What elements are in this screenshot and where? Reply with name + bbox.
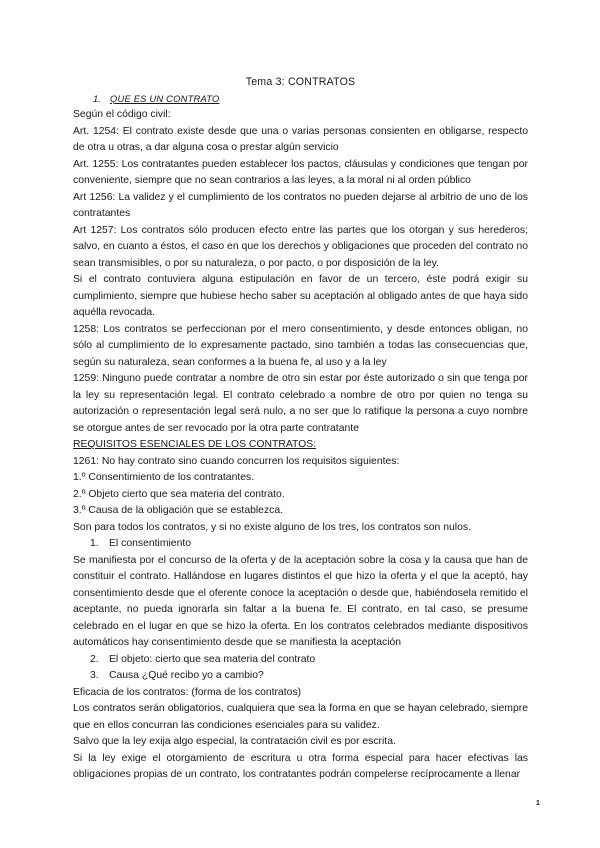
paragraph: Salvo que la ley exija algo especial, la contratación civil es por escrita.: [73, 736, 396, 747]
requirement-item: 2.º Objeto cierto que sea materia del contrato.: [73, 488, 285, 500]
paragraph: Se manifiesta por el concurso de la oferta y de la aceptación sobre la cosa y la causa que han de constituir el contrato. Hallándose en lugares distintos el que hizo la oferta y el que la aceptó, hay consentimiento desde que el oferente conoce la aceptación o desde que, habiéndosela remitido el aceptante, no pueda ignorarla sin faltar a la buena fe. El contrato, en tal caso, se presume celebrado en el lugar en que se hizo la oferta. En los contratos celebrados mediante dispositivos automáticos hay consentimiento desde que se manifiesta la aceptación: [73, 554, 528, 648]
list-item-number: 2.: [90, 653, 99, 665]
article-1255: Art. 1255: Los contratantes pueden establecer los pactos, cláusulas y condiciones que tengan por conveniente, siempre que no sean contrarios a las leyes, a la moral ni al orden público: [73, 158, 528, 186]
list-item-number: 3.: [90, 670, 99, 681]
section-heading-1: [93, 91, 528, 108]
paragraph: Según el código civil:: [73, 109, 171, 120]
article-1259: 1259: Ninguno puede contratar a nombre de otro sin estar por éste autorizado o sin que tenga por la ley su representación legal. El contrato celebrado a nombre de otro por quien no tenga su autorización o representación legal será nulo, a no ser que lo ratifique la persona a cuyo nombre se otorgue antes de ser revocado por la otra parte contratante: [73, 373, 528, 434]
section-heading-requisitos: REQUISITOS ESENCIALES DE LOS CONTRATOS:: [73, 439, 317, 450]
article-1258: 1258: Los contratos se perfeccionan por el mero consentimiento, y desde entonces obligan, no sólo al cumplimiento de lo expresamente pactado, sino también a todas las consecuencias que, según su naturaleza, sean conformes a la buena fe, al uso y a la ley: [73, 323, 528, 368]
article-1256: Art 1256: La validez y el cumplimiento de los contratos no pueden dejarse al arbitrio de uno de los contratantes: [73, 191, 528, 219]
list-item-number: 1.: [90, 538, 99, 549]
article-1261: 1261: No hay contrato sino cuando concurren los requisitos siguientes:: [73, 455, 400, 467]
list-item-text: El objeto: cierto que sea materia del contrato: [109, 653, 316, 665]
article-1254: Art. 1254: El contrato existe desde que una o varias personas consienten en obligarse, respecto de otra u otras, a dar alguna cosa o prestar algún servicio: [73, 125, 528, 153]
list-item: [73, 536, 528, 553]
list-item: [73, 652, 528, 669]
page-number: 1: [536, 800, 540, 807]
list-item-text: El consentimiento: [109, 538, 192, 549]
document-body: [73, 74, 528, 784]
article-1257: Art 1257: Los contratos sólo producen efecto entre las partes que los otorgan y sus herederos; salvo, en cuanto a éstos, el caso en que los derechos y obligaciones que proceden del contrato no sean transmisibles, o por su naturaleza, o por pacto, o por disposición de la ley.: [73, 224, 528, 269]
section-title: QUE ES UN CONTRATO: [110, 92, 220, 104]
page-title: Tema 3: CONTRATOS: [245, 76, 356, 88]
requirement-item: 1.º Consentimiento de los contratantes.: [73, 472, 255, 483]
list-item: [73, 668, 528, 685]
paragraph: Si la ley exige el otorgamiento de escritura u otra forma especial para hacer efectivas las obligaciones propias de un contrato, los contratantes podrán compelerse recíprocamente a llenar: [73, 752, 528, 780]
paragraph: Los contratos serán obligatorios, cualquiera que sea la forma en que se hayan celebrado, siempre que en ellos concurran las condiciones esenciales para su validez.: [73, 703, 528, 731]
paragraph: Eficacia de los contratos: (forma de los contratos): [73, 686, 302, 698]
paragraph: Son para todos los contratos, y si no existe alguno de los tres, los contratos son nulos.: [73, 521, 471, 533]
list-item-text: Causa ¿Qué recibo yo a cambio?: [109, 670, 264, 681]
section-number: 1.: [93, 92, 101, 104]
requirement-item: 3.º Causa de la obligación que se establezca.: [73, 505, 284, 516]
paragraph: Si el contrato contuviera alguna estipulación en favor de un tercero, éste podrá exigir su cumplimiento, siempre que hubiese hecho saber su aceptación al obligado antes de que haya sido aquélla revocada.: [73, 274, 528, 318]
